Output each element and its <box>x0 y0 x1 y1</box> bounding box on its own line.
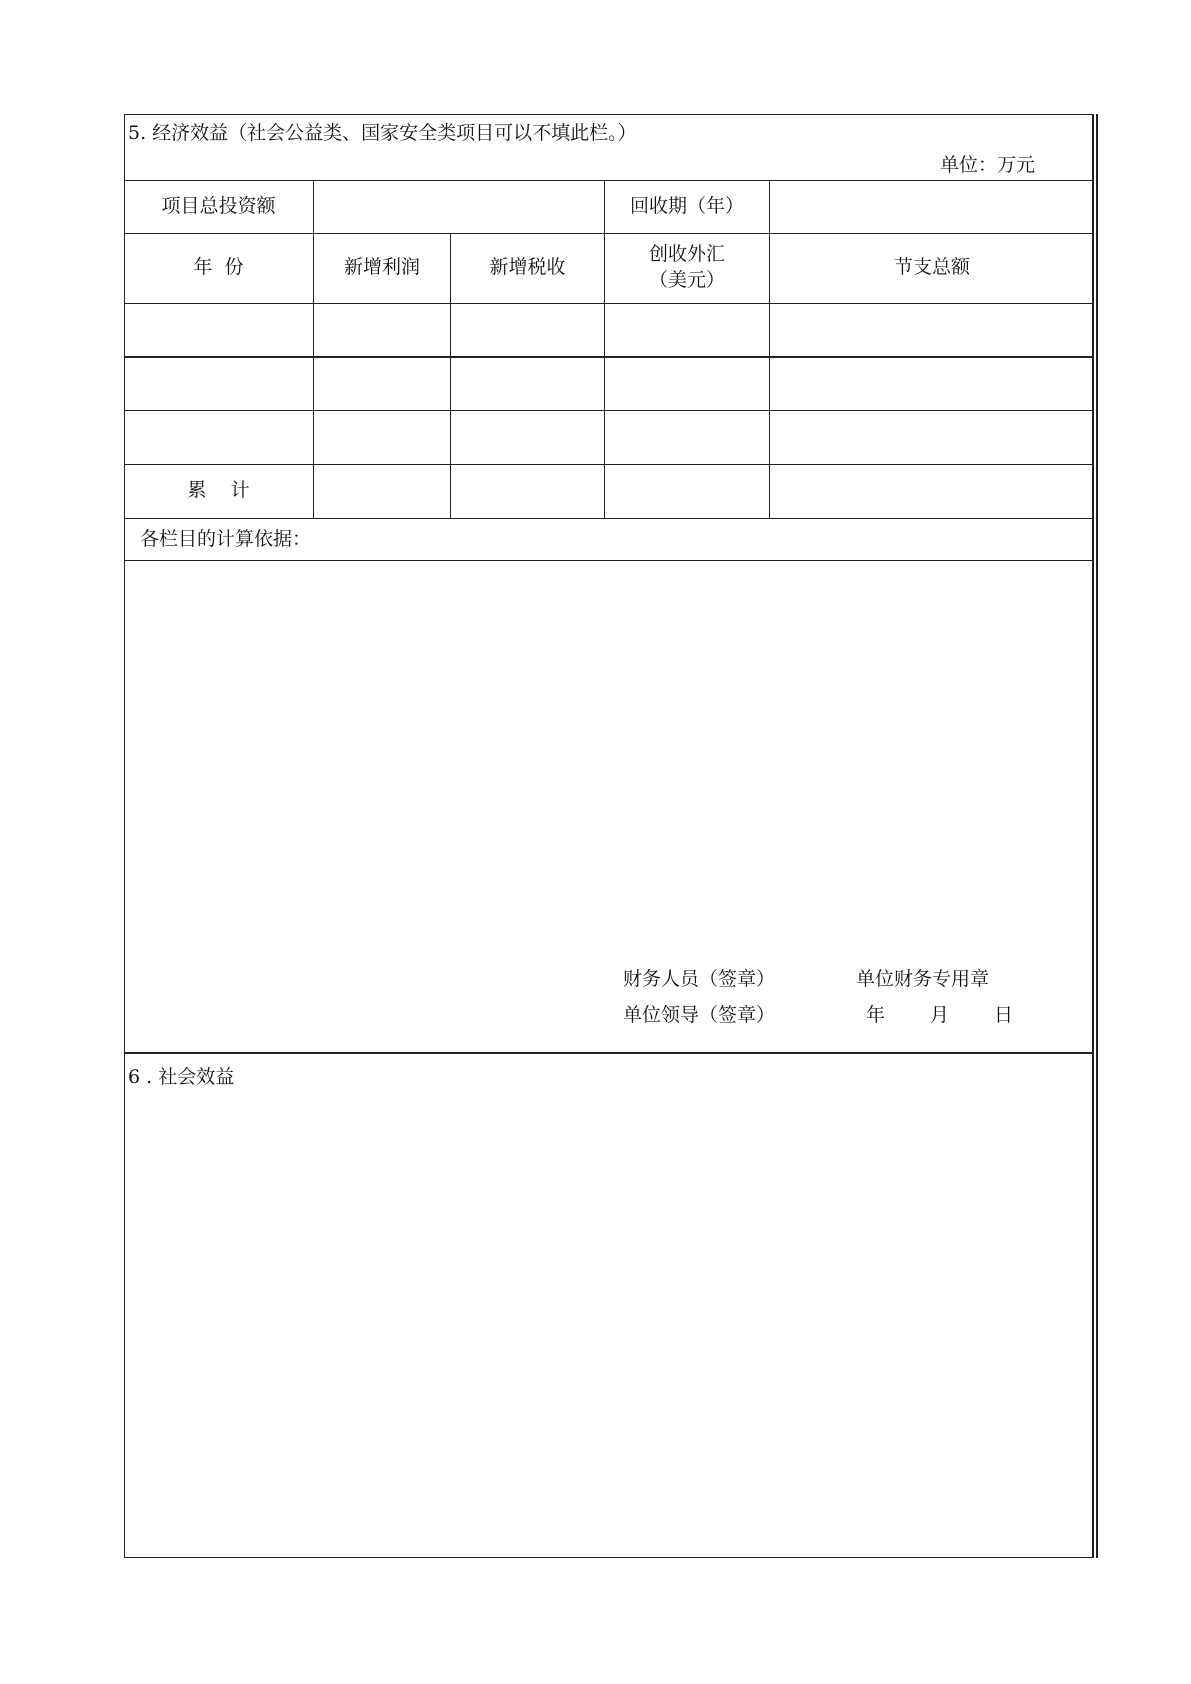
table-cell[interactable] <box>124 357 313 410</box>
table-cell[interactable] <box>124 410 313 464</box>
table-cell[interactable] <box>770 357 1094 410</box>
row-divider <box>124 518 1094 519</box>
table-cell[interactable] <box>605 357 769 410</box>
payback-label: 回收期（年） <box>629 194 744 217</box>
total-investment-label: 项目总投资额 <box>161 194 276 217</box>
unit-label: 单位：万元 <box>940 154 1036 176</box>
payback-value[interactable] <box>770 180 1094 233</box>
finance-staff-signature-label: 财务人员（签章） <box>623 968 776 990</box>
calculation-basis-label: 各栏目的计算依据： <box>140 528 312 550</box>
date-month-label: 月 <box>930 1004 950 1026</box>
table-cell[interactable] <box>314 410 450 464</box>
date-day-label: 日 <box>994 1004 1014 1026</box>
unit-leader-signature-label: 单位领导（签章） <box>623 1004 776 1026</box>
section6-title: 6 . 社会效益 <box>128 1066 235 1088</box>
table-cell[interactable] <box>451 357 604 410</box>
form-right-border-outer <box>1096 114 1098 1558</box>
table-cell[interactable] <box>770 410 1094 464</box>
table-cell[interactable] <box>314 357 450 410</box>
table-cell[interactable] <box>605 410 769 464</box>
total-row-label: 累 计 <box>187 479 250 502</box>
table-cell[interactable] <box>124 303 313 356</box>
col-header-forex: 创收外汇 （美元） <box>648 243 725 291</box>
total-investment-value[interactable] <box>314 180 604 233</box>
col-header-tax: 新增税收 <box>489 256 566 279</box>
section5-title: 5. 经济效益（社会公益类、国家安全类项目可以不填此栏。） <box>128 122 637 144</box>
table-cell[interactable] <box>605 303 769 356</box>
table-cell[interactable] <box>314 303 450 356</box>
col-header-savings: 节支总额 <box>893 256 970 279</box>
section-divider <box>124 1052 1094 1054</box>
finance-seal-label: 单位财务专用章 <box>856 968 990 990</box>
date-year-label: 年 <box>866 1004 886 1026</box>
row-divider <box>124 560 1094 561</box>
table-cell[interactable] <box>770 303 1094 356</box>
col-header-profit: 新增利润 <box>343 256 420 279</box>
col-header-year: 年 份 <box>193 256 244 279</box>
table-cell[interactable] <box>451 303 604 356</box>
table-cell[interactable] <box>451 410 604 464</box>
